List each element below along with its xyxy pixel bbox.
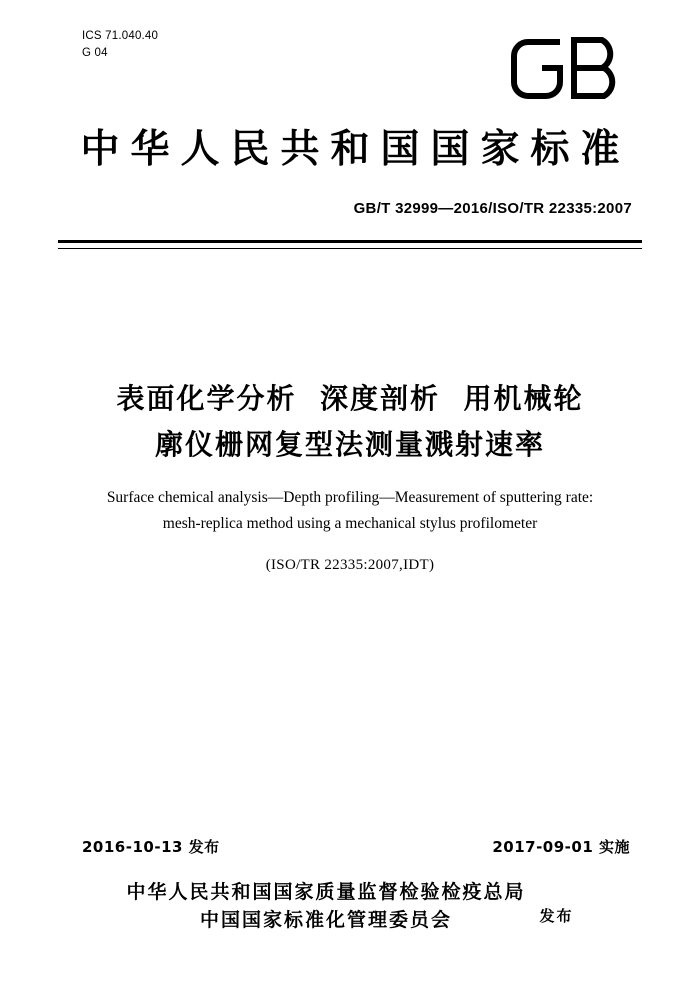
publisher-names (126, 878, 525, 934)
standard-number: GB/T 32999—2016/ISO/TR 22335:2007 (353, 200, 632, 217)
english-title-line-2: mesh-replica method using a mechanical stylus profilometer (162, 515, 538, 532)
page-title: 中华人民共和国国家标准 (80, 127, 631, 172)
publisher-line-1: 中华人民共和国国家质量监督检验检疫总局 (126, 881, 526, 903)
divider-thin (58, 248, 642, 249)
publish-verb: 发布 (539, 906, 574, 925)
english-title-line-1: Surface chemical analysis—Depth profiling—Measurement of sputtering rate: (106, 489, 594, 506)
gb-logo-icon (508, 26, 628, 112)
publisher-line-2: 中国国家标准化管理委员会 (199, 909, 452, 931)
classification-code: G 04 (82, 46, 108, 59)
chinese-title-line-1: 表面化学分析 深度剖析 用机械轮 (116, 382, 584, 415)
chinese-title (0, 376, 700, 468)
chinese-title-line-2: 廓仪栅网复型法测量溅射速率 (154, 428, 545, 461)
divider-thick (58, 240, 642, 243)
issue-date: 2016-10-13 发布 (82, 838, 220, 856)
ics-block (82, 28, 158, 61)
ics-code: ICS 71.040.40 (82, 30, 159, 42)
english-title (0, 485, 700, 537)
implementation-date: 2017-09-01 实施 (492, 838, 630, 856)
publisher-block (0, 878, 700, 934)
equivalence-note: (ISO/TR 22335:2007,IDT) (265, 557, 435, 573)
